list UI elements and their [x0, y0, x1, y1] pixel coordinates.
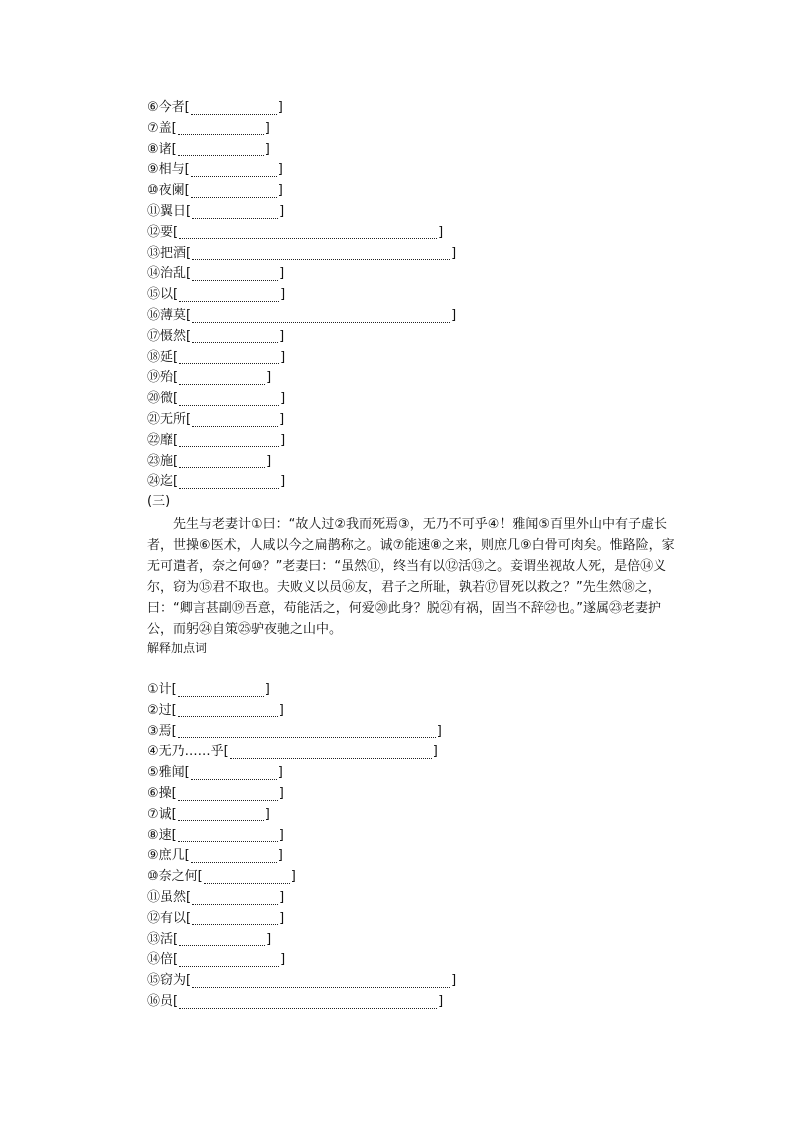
bracket-close: ]: [432, 744, 438, 760]
bracket-open: [: [186, 266, 192, 282]
answer-blank[interactable]: [178, 143, 264, 156]
item-number: ⑫: [147, 224, 161, 240]
item-number: ⑧: [147, 827, 159, 843]
answer-blank[interactable]: [178, 829, 278, 842]
bracket-open: [: [173, 370, 179, 386]
item-word: 窃为: [160, 973, 187, 989]
item-number: ⑪: [147, 204, 161, 219]
bracket-open: [: [173, 432, 179, 448]
answer-blank[interactable]: [192, 414, 278, 427]
answer-blank[interactable]: [178, 788, 278, 801]
item-number: ⑯: [147, 308, 161, 323]
passage: [147, 514, 675, 640]
bracket-close: ]: [280, 474, 286, 490]
item-word: 计: [158, 682, 172, 697]
answer-blank[interactable]: [179, 351, 279, 364]
item-word: 奈之何: [158, 869, 198, 885]
passage-line: 曰：“卿言甚副⑲吾意，苟能活之，何爱⑳此身？脱㉑有祸，固当不辞㉒也。”遂属㉓老妻护: [147, 601, 661, 616]
bracket-open: [: [171, 786, 177, 801]
bracket-close: ]: [264, 120, 270, 136]
answer-blank[interactable]: [179, 476, 279, 489]
item-word: 治乱: [160, 266, 187, 282]
bracket-close: ]: [280, 287, 286, 303]
answer-blank[interactable]: [191, 185, 277, 198]
item-number: ④: [147, 744, 159, 760]
bracket-close: ]: [278, 702, 284, 718]
item-word: 翼日: [160, 204, 187, 219]
vocab-item: [147, 203, 284, 221]
vocab-item: [147, 120, 270, 138]
vocab-item: [147, 369, 271, 387]
bracket-open: [: [171, 827, 177, 843]
item-word: 施: [160, 453, 174, 469]
bracket-close: ]: [280, 432, 286, 448]
answer-blank[interactable]: [191, 164, 277, 177]
answer-blank[interactable]: [179, 954, 279, 967]
vocab-item: [147, 432, 285, 450]
vocab-item: [147, 931, 271, 949]
bracket-open: [: [186, 308, 192, 323]
vocab-item: [147, 182, 283, 200]
vocab-item: [147, 453, 271, 471]
bracket-close: ]: [279, 328, 285, 344]
bracket-close: ]: [266, 453, 272, 469]
answer-blank[interactable]: [192, 975, 450, 988]
bracket-close: ]: [451, 973, 457, 989]
bracket-open: [: [173, 224, 179, 240]
bracket-close: ]: [279, 412, 285, 427]
bracket-open: [: [184, 848, 190, 864]
item-word: 盖: [158, 120, 172, 136]
bracket-open: [: [173, 453, 179, 469]
vocab-item: [147, 847, 283, 865]
answer-blank[interactable]: [191, 850, 277, 863]
answer-blank[interactable]: [192, 268, 278, 281]
bracket-open: [: [197, 869, 203, 885]
answer-blank[interactable]: [192, 247, 450, 260]
item-word: 殆: [160, 370, 174, 386]
item-number: ⑮: [147, 287, 161, 303]
bracket-open: [: [186, 910, 192, 926]
item-number: ⑯: [147, 994, 161, 1009]
answer-blank[interactable]: [178, 808, 264, 821]
answer-blank[interactable]: [178, 122, 264, 135]
bracket-open: [: [173, 474, 179, 490]
vocab-item: [147, 328, 284, 346]
bracket-open: [: [184, 765, 190, 781]
bracket-close: ]: [279, 890, 285, 905]
bracket-open: [: [171, 141, 177, 157]
vocab-item: [147, 141, 270, 159]
vocab-item: [147, 743, 438, 761]
item-word: 庶几: [158, 848, 185, 864]
bracket-open: [: [173, 287, 179, 303]
vocab-item: [147, 702, 284, 720]
bracket-close: ]: [264, 141, 270, 157]
bracket-close: ]: [264, 806, 270, 822]
item-number: ㉒: [147, 432, 161, 448]
item-word: 把酒: [160, 245, 187, 261]
bracket-close: ]: [451, 308, 457, 323]
bracket-close: ]: [438, 224, 444, 240]
item-word: 有以: [160, 910, 187, 926]
bracket-close: ]: [451, 245, 457, 261]
answer-blank[interactable]: [179, 226, 437, 239]
bracket-close: ]: [290, 869, 296, 885]
item-number: ㉑: [147, 412, 161, 427]
item-word: 相与: [158, 162, 185, 178]
item-word: 无乃……乎: [158, 744, 224, 760]
bracket-close: ]: [264, 682, 270, 697]
vocab-item: [147, 910, 284, 928]
bracket-open: [: [173, 994, 179, 1009]
item-word: 以: [160, 287, 174, 303]
vocab-item: [147, 307, 456, 325]
vocab-item: [147, 889, 284, 907]
instruction-label: 解释加点词: [147, 641, 208, 655]
bracket-open: [: [184, 162, 190, 178]
answer-blank[interactable]: [179, 455, 265, 468]
answer-blank[interactable]: [191, 767, 277, 780]
vocab-item: [147, 764, 283, 782]
item-word: 要: [160, 224, 174, 240]
item-number: ⑰: [147, 328, 161, 344]
item-number: ㉓: [147, 453, 161, 469]
bracket-close: ]: [280, 952, 286, 968]
vocab-item: [147, 99, 283, 117]
item-word: 靡: [160, 432, 174, 448]
bracket-open: [: [186, 328, 192, 344]
item-number: ③: [147, 723, 159, 739]
item-word: 无所: [160, 412, 187, 427]
answer-blank[interactable]: [179, 393, 279, 406]
item-word: 薄莫: [160, 308, 187, 323]
vocab-item: [147, 161, 283, 179]
vocab-item: [147, 265, 284, 283]
bracket-close: ]: [279, 204, 285, 219]
bracket-close: ]: [278, 786, 284, 801]
item-word: 速: [158, 827, 172, 843]
bracket-open: [: [173, 931, 179, 947]
item-number: ⑦: [147, 120, 159, 136]
item-number: ⑬: [147, 931, 161, 947]
item-number: ⑤: [147, 765, 159, 781]
vocab-item: [147, 827, 284, 845]
passage-line: 无可遣者，奈之何⑩？”老妻曰：“虽然⑪，终当有以⑫活⑬之。妾谓坐视故人死，是倍⑭义: [147, 559, 667, 574]
passage-line: 先生与老妻计①曰：“故人过②我而死焉③，无乃不可乎④！雅闻⑤百里外山中有子虚长: [147, 517, 668, 532]
item-number: ⑩: [147, 869, 159, 885]
item-word: 活: [160, 931, 174, 947]
vocab-item: [147, 806, 270, 824]
item-number: ⑥: [147, 100, 159, 115]
item-word: 今者: [158, 100, 185, 115]
passage-line: 者，世操⑥医术，人咸以今之扁鹊称之。诚⑦能速⑧之来，则庶几⑨白骨可肉矣。惟路险，家: [147, 538, 675, 553]
vocab-item: [147, 473, 285, 491]
answer-blank[interactable]: [230, 746, 432, 759]
vocab-item: [147, 245, 456, 263]
bracket-close: ]: [280, 349, 286, 365]
item-number: ㉔: [147, 474, 161, 490]
bracket-open: [: [171, 702, 177, 718]
answer-blank[interactable]: [179, 372, 265, 385]
item-word: 过: [158, 702, 172, 718]
item-word: 慑然: [160, 328, 187, 344]
item-word: 倍: [160, 952, 174, 968]
item-number: ⑥: [147, 786, 159, 801]
bracket-open: [: [171, 120, 177, 136]
answer-blank[interactable]: [178, 684, 264, 697]
item-number: ①: [147, 682, 159, 697]
bracket-open: [: [186, 245, 192, 261]
item-word: 诸: [158, 141, 172, 157]
vocab-item: [147, 785, 284, 803]
item-word: 雅闻: [158, 765, 185, 781]
bracket-close: ]: [277, 848, 283, 864]
bracket-open: [: [223, 744, 229, 760]
bracket-open: [: [186, 890, 192, 905]
item-number: ⑲: [147, 370, 161, 386]
item-number: ⑳: [147, 391, 161, 407]
bracket-open: [: [171, 682, 177, 697]
item-number: ⑱: [147, 349, 161, 365]
item-word: 操: [158, 786, 172, 801]
item-word: 焉: [158, 723, 172, 739]
bracket-close: ]: [266, 931, 272, 947]
item-number: ②: [147, 702, 159, 718]
bracket-open: [: [171, 806, 177, 822]
answer-blank[interactable]: [192, 892, 278, 905]
vocab-item: [147, 286, 285, 304]
answer-blank[interactable]: [192, 330, 278, 343]
bracket-close: ]: [277, 100, 283, 115]
bracket-close: ]: [277, 162, 283, 178]
item-word: 诚: [158, 806, 172, 822]
vocab-item: [147, 224, 443, 242]
item-number: ⑮: [147, 973, 161, 989]
answer-blank[interactable]: [192, 310, 450, 323]
item-number: ⑭: [147, 266, 161, 282]
passage-line: 尔，窃为⑮君不取也。夫败义以员⑯友，君子之所耻，孰若⑰冒死以救之？”先生然⑱之，: [147, 580, 661, 595]
item-word: 虽然: [160, 890, 187, 905]
item-number: ⑨: [147, 848, 159, 864]
bracket-close: ]: [277, 183, 283, 199]
bracket-close: ]: [279, 266, 285, 282]
bracket-open: [: [173, 952, 179, 968]
bracket-close: ]: [436, 723, 442, 739]
bracket-close: ]: [278, 827, 284, 843]
item-number: ⑭: [147, 952, 161, 968]
vocab-item: [147, 993, 443, 1011]
item-number: ⑨: [147, 162, 159, 178]
answer-blank[interactable]: [204, 871, 290, 884]
item-word: 延: [160, 349, 174, 365]
item-number: ⑧: [147, 141, 159, 157]
passage-line: 公，而躬㉔自策㉕驴夜驰之山中。: [147, 622, 343, 637]
bracket-open: [: [171, 723, 177, 739]
vocab-item: [147, 390, 285, 408]
answer-blank[interactable]: [179, 289, 279, 302]
answer-blank[interactable]: [178, 704, 278, 717]
bracket-open: [: [186, 204, 192, 219]
bracket-close: ]: [277, 765, 283, 781]
item-number: ⑪: [147, 890, 161, 905]
bracket-close: ]: [279, 910, 285, 926]
answer-blank[interactable]: [179, 434, 279, 447]
bracket-open: [: [186, 412, 192, 427]
bracket-open: [: [173, 391, 179, 407]
bracket-open: [: [186, 973, 192, 989]
answer-blank[interactable]: [191, 102, 277, 115]
vocab-item: [147, 868, 296, 886]
bracket-close: ]: [280, 391, 286, 407]
vocab-item: [147, 349, 285, 367]
section-heading: (三): [147, 494, 171, 509]
answer-blank[interactable]: [179, 996, 437, 1009]
vocab-item: [147, 951, 285, 969]
vocab-item: [147, 411, 284, 429]
bracket-open: [: [184, 100, 190, 115]
item-word: 微: [160, 391, 174, 407]
item-word: 员: [160, 994, 174, 1009]
bracket-open: [: [173, 349, 179, 365]
answer-blank[interactable]: [179, 933, 265, 946]
vocab-item: [147, 681, 270, 699]
bracket-close: ]: [266, 370, 272, 386]
item-word: 夜阑: [158, 183, 185, 199]
bracket-close: ]: [438, 994, 444, 1009]
item-number: ⑫: [147, 910, 161, 926]
answer-blank[interactable]: [178, 725, 436, 738]
vocab-item: [147, 972, 456, 990]
answer-blank[interactable]: [192, 912, 278, 925]
item-number: ⑩: [147, 183, 159, 199]
item-number: ⑬: [147, 245, 161, 261]
item-number: ⑦: [147, 806, 159, 822]
item-word: 迄: [160, 474, 174, 490]
vocab-item: [147, 723, 442, 741]
bracket-open: [: [184, 183, 190, 199]
answer-blank[interactable]: [192, 206, 278, 219]
